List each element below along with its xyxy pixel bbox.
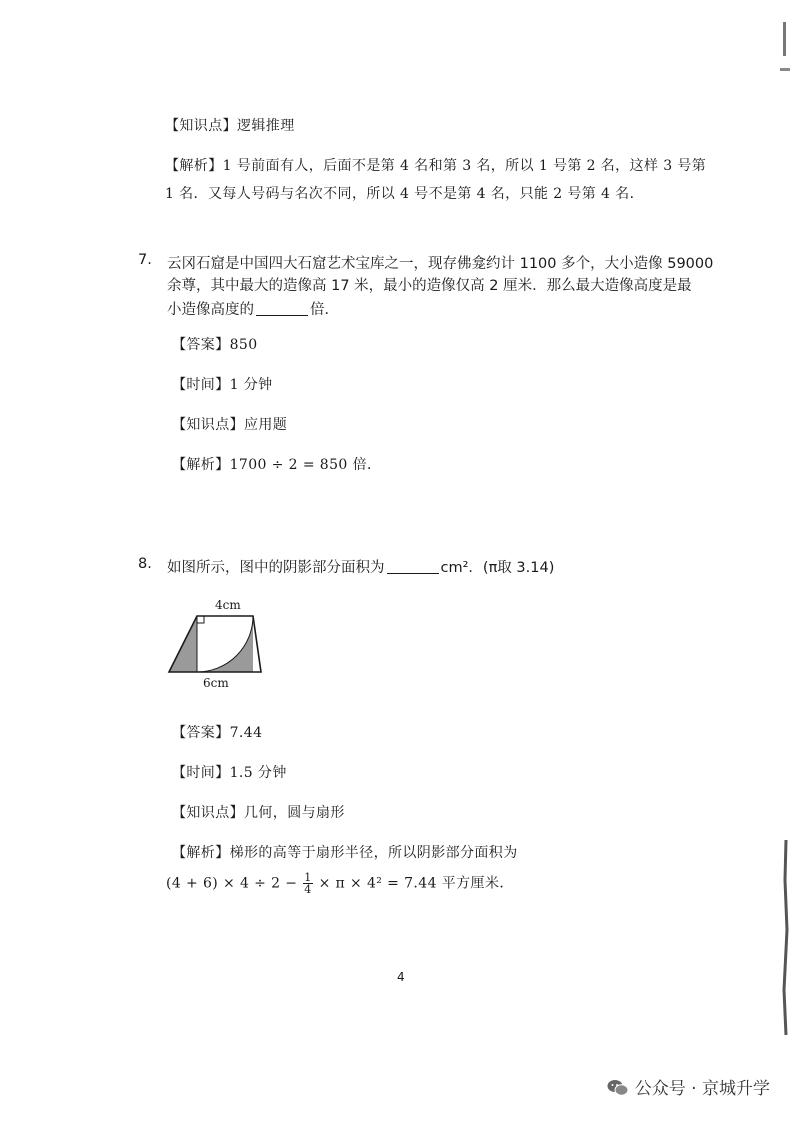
scan-edge-bottom <box>776 840 794 1040</box>
q6-analysis-line1: 【解析】1 号前面有人，后面不是第 4 名和第 3 名，所以 1 号第 2 名，这样 3 号第 <box>165 158 707 174</box>
figure-label-top: 4cm <box>215 598 241 612</box>
q8-knowledge: 【知识点】几何，圆与扇形 <box>172 805 345 821</box>
q7-text-after-blank: 倍． <box>310 302 339 318</box>
q8-answer-blank <box>387 559 439 574</box>
q7-text-line3 <box>167 298 339 319</box>
q7-number: 7. <box>138 252 152 268</box>
q8-analysis-line1: 【解析】梯形的高等于扇形半径，所以阴影部分面积为 <box>172 845 518 861</box>
formula-part1: (4 + 6) × 4 ÷ 2 − <box>166 875 298 892</box>
page-number: 4 <box>397 970 405 984</box>
q8-number: 8. <box>138 556 152 572</box>
q7-answer: 【答案】850 <box>172 337 258 353</box>
right-angle-mark <box>197 616 204 623</box>
q8-answer: 【答案】7.44 <box>172 725 263 741</box>
scan-edge-top <box>776 18 794 78</box>
q7-text-before-blank: 小造像高度的 <box>167 302 254 318</box>
q7-answer-blank <box>256 301 308 316</box>
fraction-denominator: 4 <box>304 883 312 896</box>
fraction-numerator: 1 <box>304 871 312 884</box>
q7-time: 【时间】1 分钟 <box>172 377 273 393</box>
formula-part2: × π × 4² = 7.44 平方厘米． <box>318 875 514 892</box>
watermark-text: 公众号 · 京城升学 <box>634 1079 770 1099</box>
q7-text-line2: 余尊，其中最大的造像高 17 米，最小的造像仅高 2 厘米．那么最大造像高度是最 <box>167 278 692 294</box>
q7-text-line1: 云冈石窟是中国四大石窟艺术宝库之一，现存佛龛约计 1100 多个，大小造像 59000 <box>167 256 714 272</box>
q8-formula <box>166 872 514 895</box>
trapezoid-figure <box>165 596 265 698</box>
q8-time: 【时间】1.5 分钟 <box>172 765 287 781</box>
figure-label-bottom: 6cm <box>203 676 229 690</box>
q8-text-before-blank: 如图所示，图中的阴影部分面积为 <box>167 560 385 576</box>
formula-fraction <box>303 872 312 895</box>
q6-analysis-line2: 1 名．又每人号码与名次不同，所以 4 号不是第 4 名，只能 2 号第 4 名． <box>165 186 644 202</box>
q7-knowledge: 【知识点】应用题 <box>172 417 288 433</box>
q8-question <box>167 556 554 577</box>
watermark <box>607 1074 770 1099</box>
q7-analysis: 【解析】1700 ÷ 2 = 850 倍． <box>172 457 382 473</box>
wechat-icon <box>607 1079 629 1097</box>
q6-knowledge: 【知识点】逻辑推理 <box>165 118 295 134</box>
q8-text-after-blank: cm²．(π取 3.14) <box>440 560 555 576</box>
